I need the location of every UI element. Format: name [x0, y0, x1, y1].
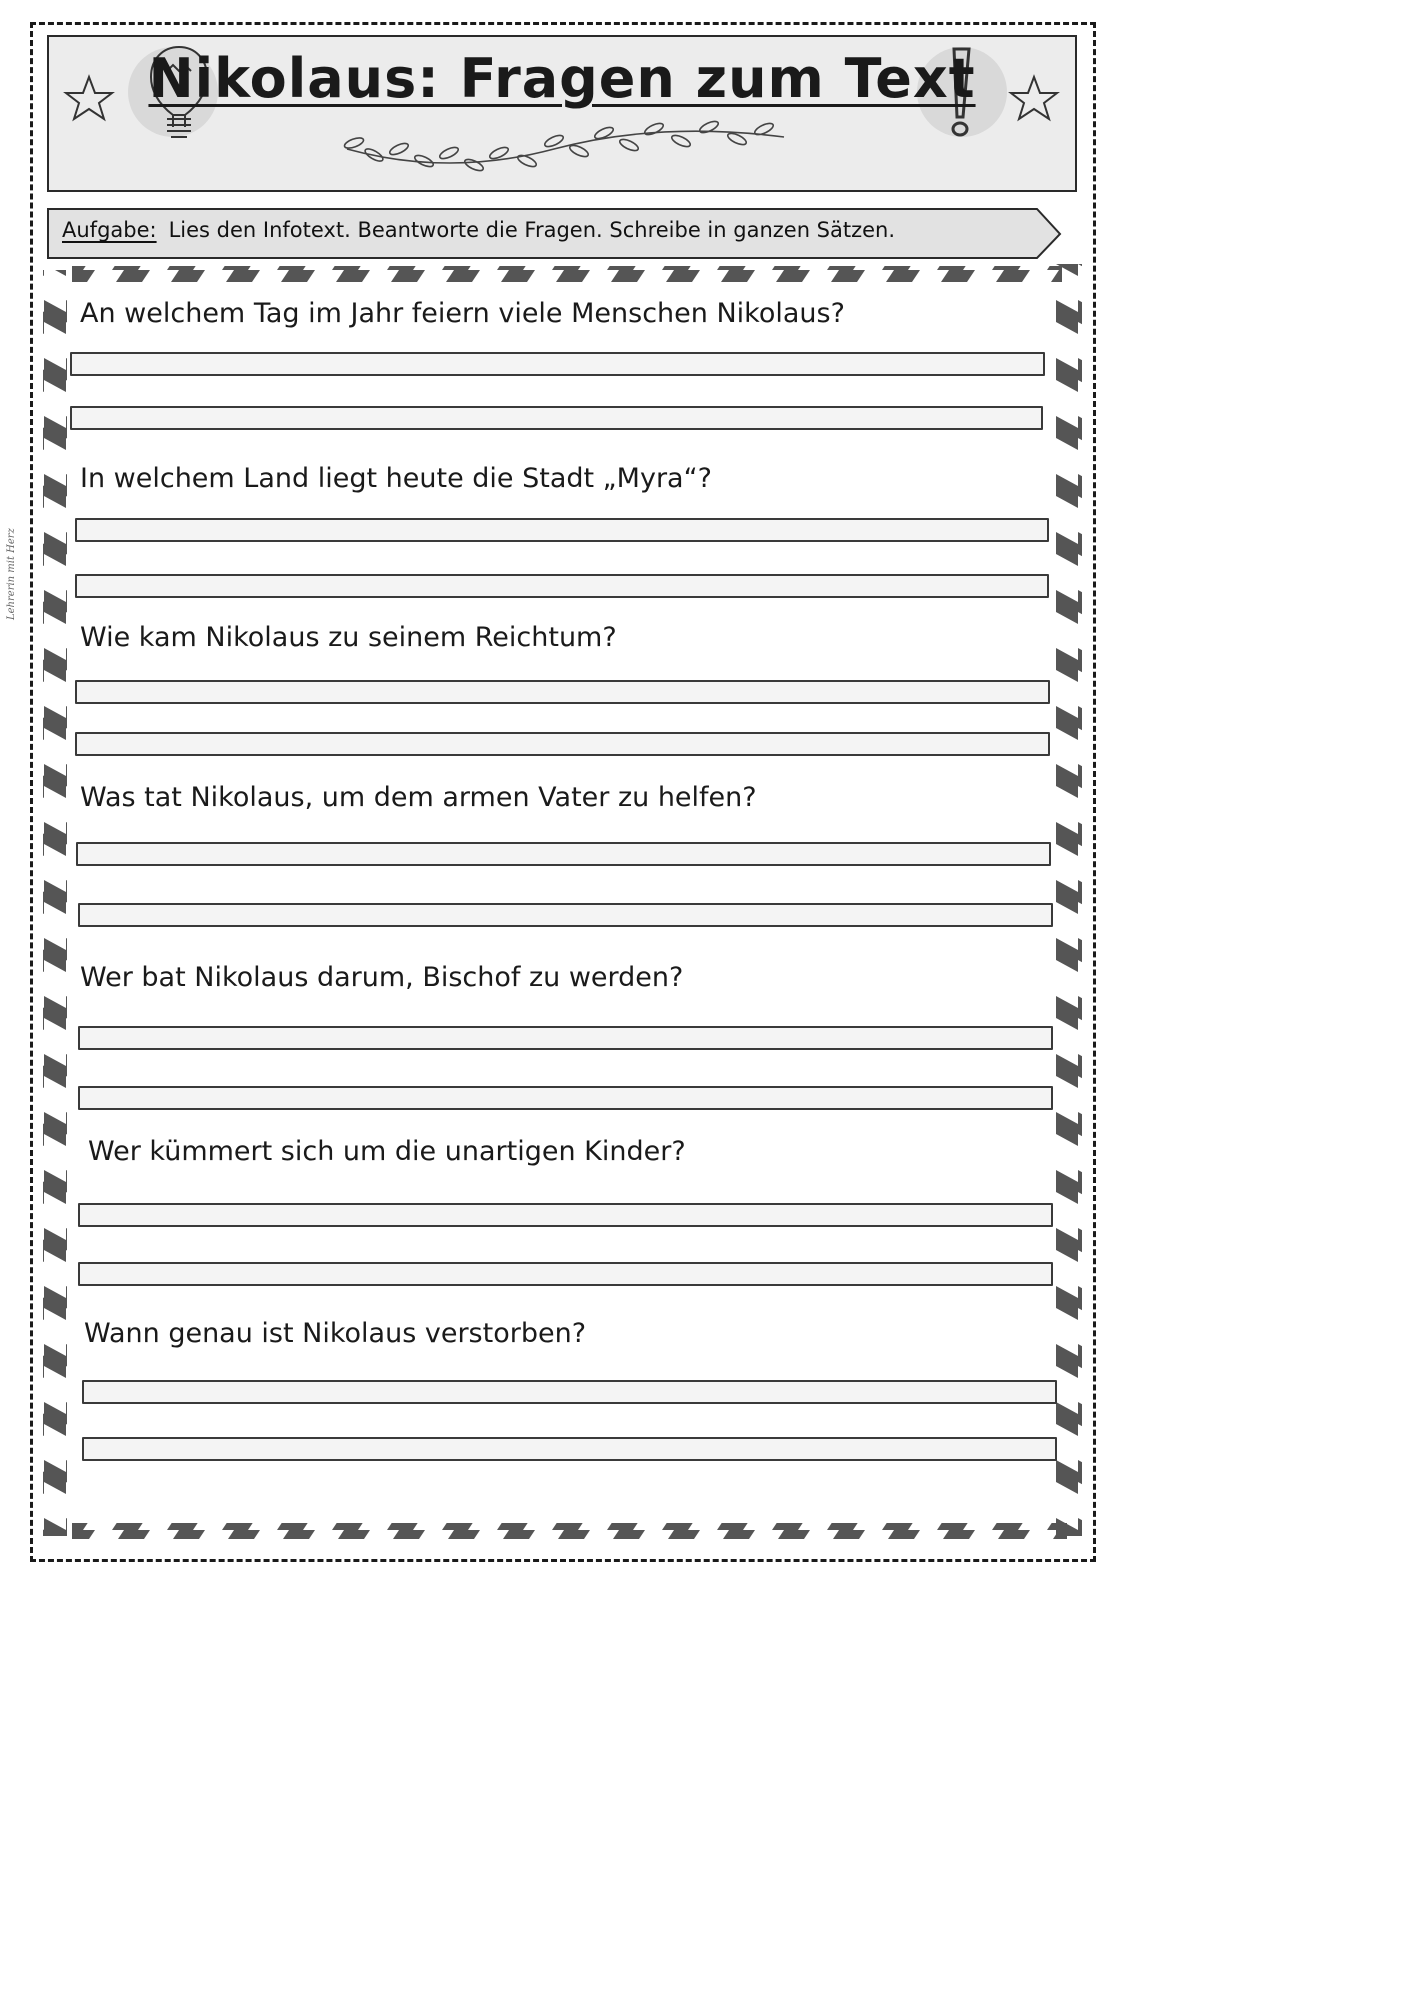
answer-line[interactable]	[75, 732, 1050, 756]
question-6: Wer kümmert sich um die unartigen Kinder?	[88, 1136, 686, 1167]
answer-line[interactable]	[75, 574, 1049, 598]
task-label: Aufgabe:	[62, 218, 157, 242]
question-7: Wann genau ist Nikolaus verstorben?	[84, 1318, 587, 1349]
question-5: Wer bat Nikolaus darum, Bischof zu werden?	[80, 962, 684, 993]
answer-line[interactable]	[78, 1203, 1053, 1227]
question-4: Was tat Nikolaus, um dem armen Vater zu helfen?	[80, 782, 757, 813]
answer-line[interactable]	[78, 1262, 1053, 1286]
answer-line[interactable]	[78, 903, 1053, 927]
answer-line[interactable]	[76, 842, 1051, 866]
answer-line[interactable]	[78, 1086, 1053, 1110]
question-2: In welchem Land liegt heute die Stadt „Myra“?	[80, 463, 712, 494]
answer-line[interactable]	[70, 352, 1045, 376]
answer-line[interactable]	[75, 518, 1049, 542]
question-1: An welchem Tag im Jahr feiern viele Menschen Nikolaus?	[80, 298, 845, 329]
task-text: Lies den Infotext. Beantworte die Fragen. Schreibe in ganzen Sätzen.	[168, 218, 896, 242]
watermark: Lehrerin mit Herz	[6, 528, 17, 620]
question-3: Wie kam Nikolaus zu seinem Reichtum?	[80, 622, 617, 653]
answer-line[interactable]	[82, 1437, 1057, 1461]
answer-line[interactable]	[75, 680, 1050, 704]
answer-line[interactable]	[82, 1380, 1057, 1404]
page-title: Nikolaus: Fragen zum Text	[148, 47, 976, 110]
answer-line[interactable]	[78, 1026, 1053, 1050]
answer-line[interactable]	[70, 406, 1043, 430]
